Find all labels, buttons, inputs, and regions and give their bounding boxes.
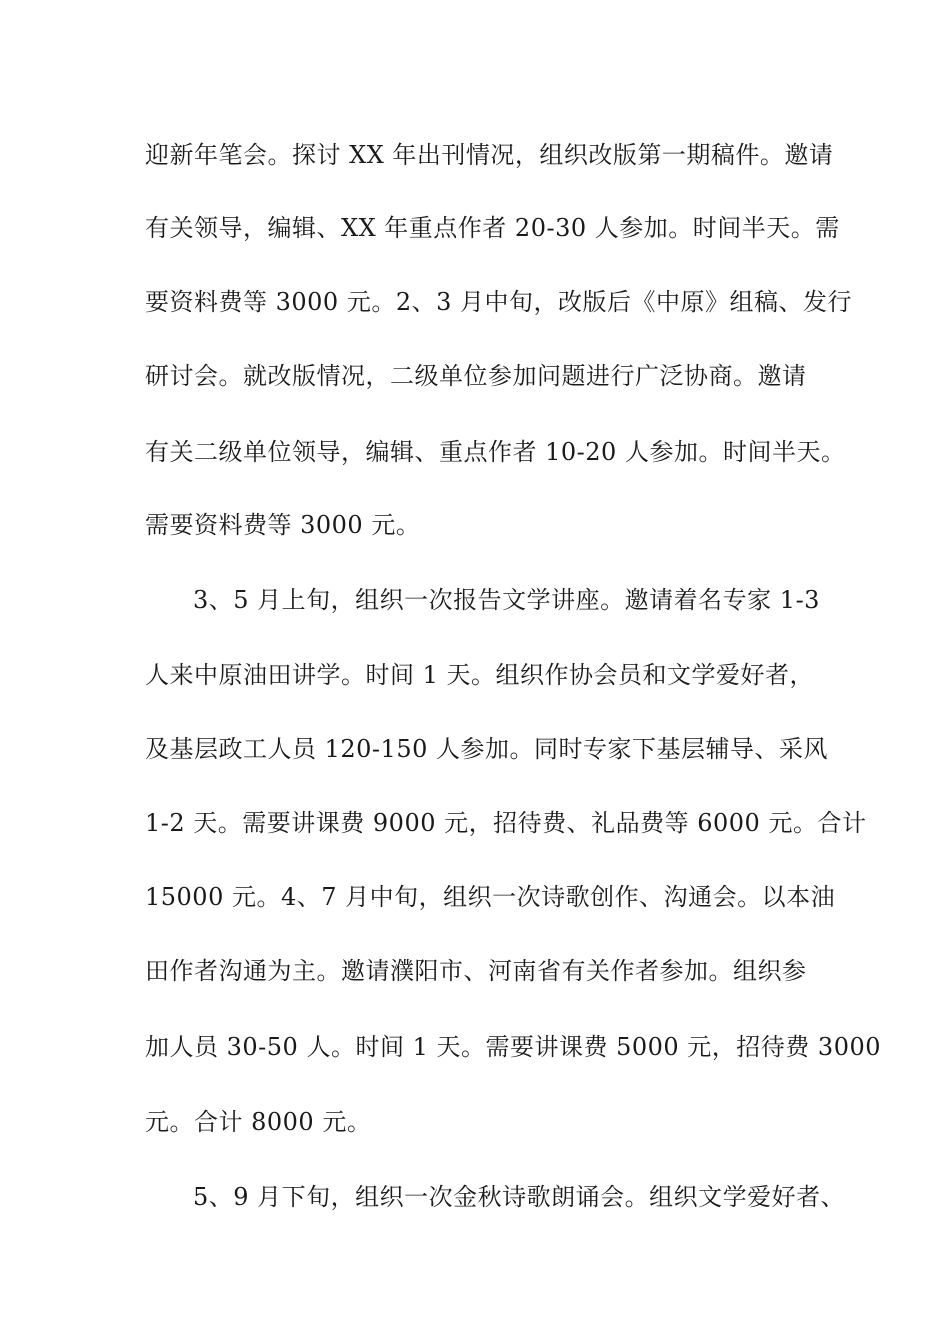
text-line-10: 1-2 天。需要讲课费 9000 元，招待费、礼品费等 6000 元。合计 <box>145 809 867 837</box>
text-line-3: 要资料费等 3000 元。2、3 月中旬，改版后《中原》组稿、发行 <box>145 288 853 316</box>
text-line-4: 研讨会。就改版情况，二级单位参加问题进行广泛协商。邀请 <box>145 362 807 390</box>
text-line-11: 15000 元。4、7 月中旬，组织一次诗歌创作、沟通会。以本油 <box>145 883 836 911</box>
text-line-8: 人来中原油田讲学。时间 1 天。组织作协会员和文学爱好者， <box>145 661 815 689</box>
text-line-15: 5、9 月下旬，组织一次金秋诗歌朗诵会。组织文学爱好者、 <box>193 1183 846 1211</box>
text-line-7: 3、5 月上旬，组织一次报告文学讲座。邀请着名专家 1-3 <box>193 586 820 614</box>
text-line-14: 元。合计 8000 元。 <box>145 1108 372 1136</box>
text-line-1: 迎新年笔会。探讨 XX 年出刊情况，组织改版第一期稿件。邀请 <box>145 141 834 169</box>
text-line-12: 田作者沟通为主。邀请濮阳市、河南省有关作者参加。组织参 <box>145 957 807 985</box>
text-line-6: 需要资料费等 3000 元。 <box>145 511 421 539</box>
text-line-5: 有关二级单位领导，编辑、重点作者 10-20 人参加。时间半天。 <box>145 438 846 466</box>
text-line-2: 有关领导，编辑、XX 年重点作者 20-30 人参加。时间半天。需 <box>145 214 840 242</box>
text-line-9: 及基层政工人员 120-150 人参加。同时专家下基层辅导、采风 <box>145 735 828 763</box>
text-line-13: 加人员 30-50 人。时间 1 天。需要讲课费 5000 元，招待费 3000 <box>145 1033 882 1061</box>
